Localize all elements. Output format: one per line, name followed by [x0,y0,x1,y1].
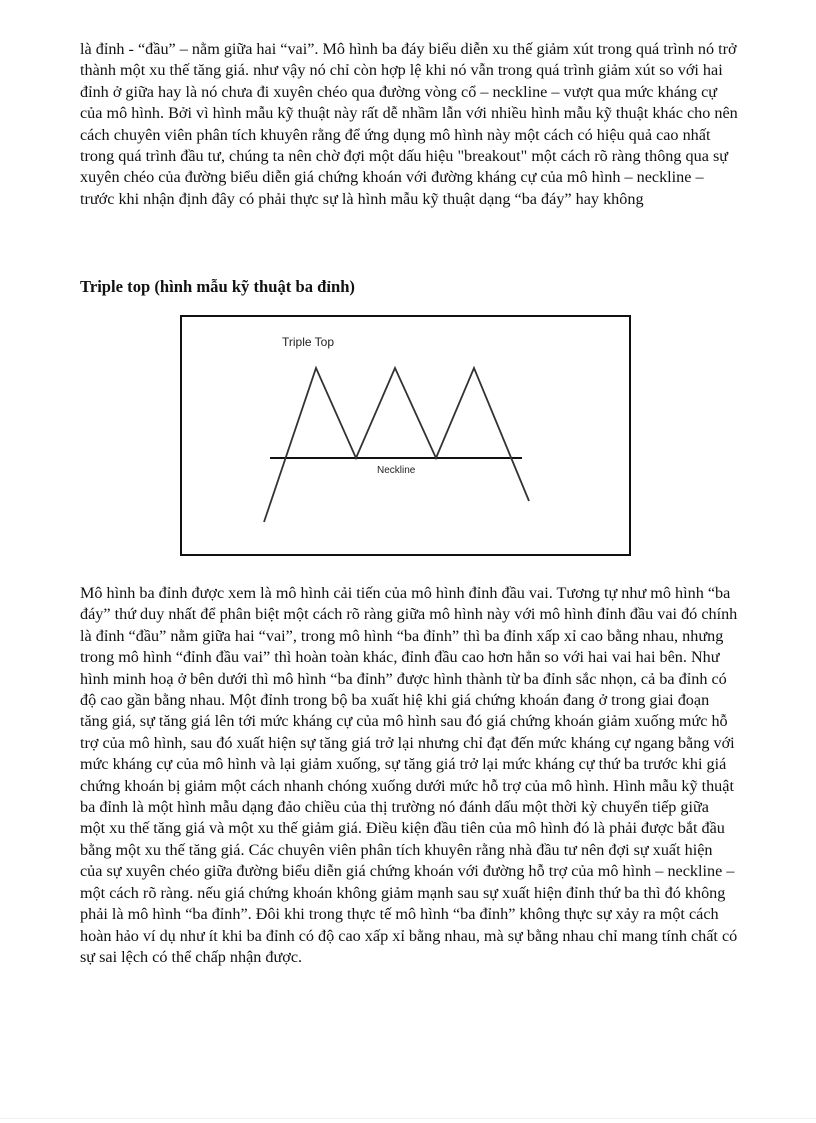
triple-top-diagram [182,317,629,554]
body-paragraph: là đỉnh - “đầu” – nằm giữa hai “vai”. Mô hình ba đáy biểu diễn xu thế giảm xút trong quá trình nó trở thành một xu thế tăng giá. như vậy nó chỉ còn hợp lệ khi nó vẫn trong quá trình giảm xút so với hai đỉnh ở giữa hay là nó chưa đi xuyên chéo qua đường vòng cổ – neckline – vượt qua mức kháng cự của mô hình. Bởi vì hình mẫu kỹ thuật này rất dễ nhầm lẫn với nhiều hình mẫu kỹ thuật khác cho nên cách chuyên viên phân tích khuyên rằng để ứng dụng mô hình này một cách có hiệu quả cao nhất trong quá trình đầu tư, chúng ta nên chờ đợi một dấu hiệu "breakout" một cách rõ ràng thông qua sự xuyên chéo của đường biểu diễn giá chứng khoán với đường kháng cự của mô hình – neckline – trước khi nhận định đây có phải thực sự là hình mẫu kỹ thuật dạng “ba đáy” hay không [80,40,738,208]
body-paragraph: Mô hình ba đỉnh được xem là mô hình cải tiến của mô hình đỉnh đầu vai. Tương tự như mô hình “ba đáy” thứ duy nhất để phân biệt một cách rõ ràng giữa mô hình này với mô hình đỉnh đầu vai đó chính là đỉnh “đầu” nằm giữa hai “vai”, trong mô hình “ba đỉnh” thì ba đỉnh xấp xỉ cao bằng nhau, nhưng trong mô hình “đỉnh đầu vai” thì hoàn toàn khác, đỉnh đầu cao hơn hẳn so với hai vai hai bên. Như hình minh hoạ ở bên dưới thì mô hình “ba đỉnh” được hình thành từ ba đỉnh sắc nhọn, cả ba đỉnh có độ cao gần bằng nhau. Một đỉnh trong bộ ba xuất hiệ khi giá chứng khoán đang ở trong giai đoạn tăng giá, sự tăng giá lên tới mức kháng cự của mô hình sau đó giá chứng khoán giảm xuống mức hỗ trợ của mô hình, sau đó xuất hiện sự tăng giá trở lại nhưng chỉ đạt đến mức kháng cự ngang bằng với mức kháng cự của mô hình và lại giảm xuống, sự tăng giá trở lại mức kháng cự thứ ba trước khi giá chứng khoán bị giảm một cách nhanh chóng xuống dưới mức hỗ trợ của mô hình. Hình mẫu kỹ thuật ba đỉnh là một hình mẫu dạng đảo chiều của thị trường nó đánh dấu một thời kỳ chuyển tiếp giữa một xu thế tăng giá và một xu thế giảm giá. Điều kiện đầu tiên của mô hình đó là phải được bắt đầu bằng một xu thế tăng giá. Các chuyên viên phân tích khuyên rằng nhà đầu tư nên đợi sự xuất hiện của sự xuyên chéo giữa đường biểu diễn giá chứng khoán với đường hỗ trợ của mô hình – neckline – một cách rõ ràng. nếu giá chứng khoán không giảm mạnh sau sự xuất hiện đỉnh thứ ba thì đó không phải là mô hình “ba đỉnh”. Đôi khi trong thực tế mô hình “ba đỉnh” không thực sự xảy ra một cách hoàn hảo ví dụ như ít khi ba đỉnh có độ cao xấp xỉ bằng nhau, mà sự bằng nhau chỉ mang tính chất có sự sai lệch có thể chấp nhận được. [80,584,738,966]
triple-top-figure [180,315,631,556]
price-line [264,368,529,522]
section-heading: Triple top (hình mẫu kỹ thuật ba đỉnh) [80,277,355,296]
page-bottom-rule [0,1118,816,1119]
neckline-label: Neckline [377,465,416,476]
figure-title: Triple Top [282,335,335,349]
